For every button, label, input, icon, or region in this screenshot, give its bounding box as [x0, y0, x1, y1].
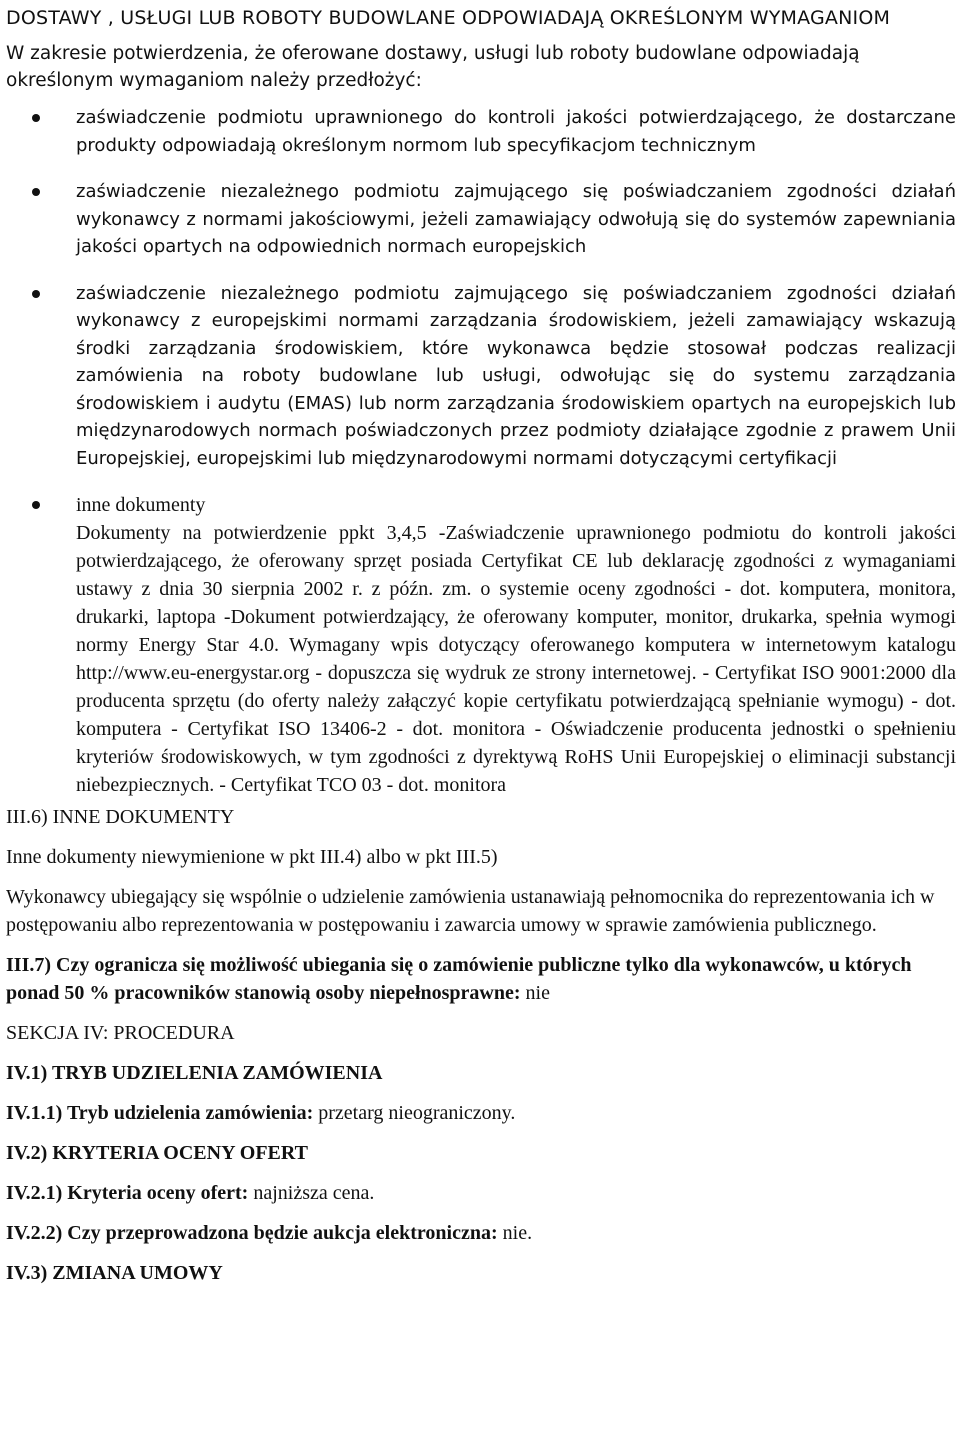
section-iv11 [6, 1099, 956, 1127]
section-iii7 [6, 951, 956, 1007]
document-page [6, 4, 956, 1299]
section-heading: DOSTAWY , USŁUGI LUB ROBOTY BUDOWLANE ODPOWIADAJĄ OKREŚLONYM WYMAGANIOM [6, 7, 891, 29]
section-iv3-title: IV.3) ZMIANA UMOWY [6, 1262, 223, 1284]
section-iii7-label: III.7) Czy ogranicza się możliwość ubiegania się o zamówienie publiczne tylko dla wykonawców, u których ponad 50 % pracowników stanowią osoby niepełnosprawne: [6, 954, 912, 1004]
list-item-text: Dokumenty na potwierdzenie ppkt 3,4,5 -Zaświadczenie uprawnionego podmiotu do kontroli jakości potwierdzającego, że oferowany sprzęt posiada Certyfikat CE lub deklarację zgodności z wymaganiami ustawy z dnia 30 sierpnia 2002 r. z późn. zm. o systemie oceny zgodności - dot. komputera, monitora, drukarki, laptopa -Dokument potwierdzający, że oferowany komputer, monitor, drukarka, spełnia wymogi normy Energy Star 4.0. Wymagany wpis dotyczący oferowanego komputera w internetowym katalogu http://www.eu-energystar.org - dopuszcza się wydruk ze strony internetowej. - Certyfikat ISO 9001:2000 dla producenta sprzętu (do oferty należy załączyć kopie certyfikatu potwierdzającą spełnianie wymogu) - dot. komputera - Certyfikat ISO 13406-2 - dot. monitora - Oświadczenie producenta jednostki o spełnieniu kryteriów środowiskowych, w tym zgodności z dyrektywą RoHS Unii Europejskiej o eliminacji substancji niebezpiecznych. - Certyfikat TCO 03 - dot. monitora [76, 522, 956, 796]
section-text-iii6: Inne dokumenty niewymienione w pkt III.4) albo w pkt III.5) [6, 846, 498, 868]
section-iv11-label: IV.1.1) Tryb udzielenia zamówienia: [6, 1102, 314, 1124]
section-iv21 [6, 1179, 956, 1207]
section-iv22 [6, 1219, 956, 1247]
list-item-text: zaświadczenie niezależnego podmiotu zajmującego się poświadczaniem zgodności działań wykonawcy z europejskimi normami zarządzania środowiskiem, jeżeli zamawiający wskazują środki zarządzania środowiskiem, które wykonawca będzie stosował podczas realizacji zamówienia na roboty budowlane lub usługi, odwołując się do systemu zarządzania środowiskiem i audytu (EMAS) lub norm zarządzania środowiskiem opartych na europejskich lub międzynarodowych normach poświadczonych przez podmioty działające zgodnie z prawem Unii Europejskiej, europejskimi lub międzynarodowymi normami dotyczącymi certyfikacji [76, 282, 956, 469]
section-iii7-value: nie [520, 982, 550, 1004]
list-item [6, 280, 956, 473]
requirements-list [6, 104, 956, 799]
section-iv22-label: IV.2.2) Czy przeprowadzona będzie aukcja elektroniczna: [6, 1222, 498, 1244]
consortium-paragraph: Wykonawcy ubiegający się wspólnie o udzielenie zamówienia ustanawiają pełnomocnika do reprezentowania ich w postępowaniu albo reprezentowania w postępowaniu i zawarcia umowy w sprawie zamówienia publicznego. [6, 886, 935, 936]
section-iv1-title: IV.1) TRYB UDZIELENIA ZAMÓWIENIA [6, 1062, 383, 1084]
bullet-icon [32, 114, 40, 122]
section-iv-title: SEKCJA IV: PROCEDURA [6, 1022, 235, 1044]
list-item [6, 104, 956, 159]
section-title-iii6: III.6) INNE DOKUMENTY [6, 806, 235, 828]
list-item [6, 491, 956, 799]
intro-paragraph: W zakresie potwierdzenia, że oferowane dostawy, usługi lub roboty budowlane odpowiadają określonym wymaganiom należy przedłożyć: [6, 43, 860, 91]
list-item-text: zaświadczenie niezależnego podmiotu zajmującego się poświadczaniem zgodności działań wykonawcy z normami jakościowymi, jeżeli zamawiający odwołują się do systemów zapewniania jakości opartych na odpowiednich normach europejskich [76, 181, 956, 257]
list-item-title: inne dokumenty [76, 494, 206, 516]
section-iv21-value: najniższa cena. [248, 1182, 375, 1204]
bullet-icon [32, 290, 40, 298]
list-item [6, 178, 956, 261]
section-iv2-title: IV.2) KRYTERIA OCENY OFERT [6, 1142, 308, 1164]
bullet-icon [32, 501, 40, 509]
section-iv11-value: przetarg nieograniczony. [313, 1102, 516, 1124]
list-item-text: zaświadczenie podmiotu uprawnionego do kontroli jakości potwierdzającego, że dostarczane produkty odpowiadają określonym normom lub specyfikacjom technicznym [76, 107, 956, 156]
section-iv21-label: IV.2.1) Kryteria oceny ofert: [6, 1182, 249, 1204]
bullet-icon [32, 188, 40, 196]
section-iv22-value: nie. [497, 1222, 533, 1244]
